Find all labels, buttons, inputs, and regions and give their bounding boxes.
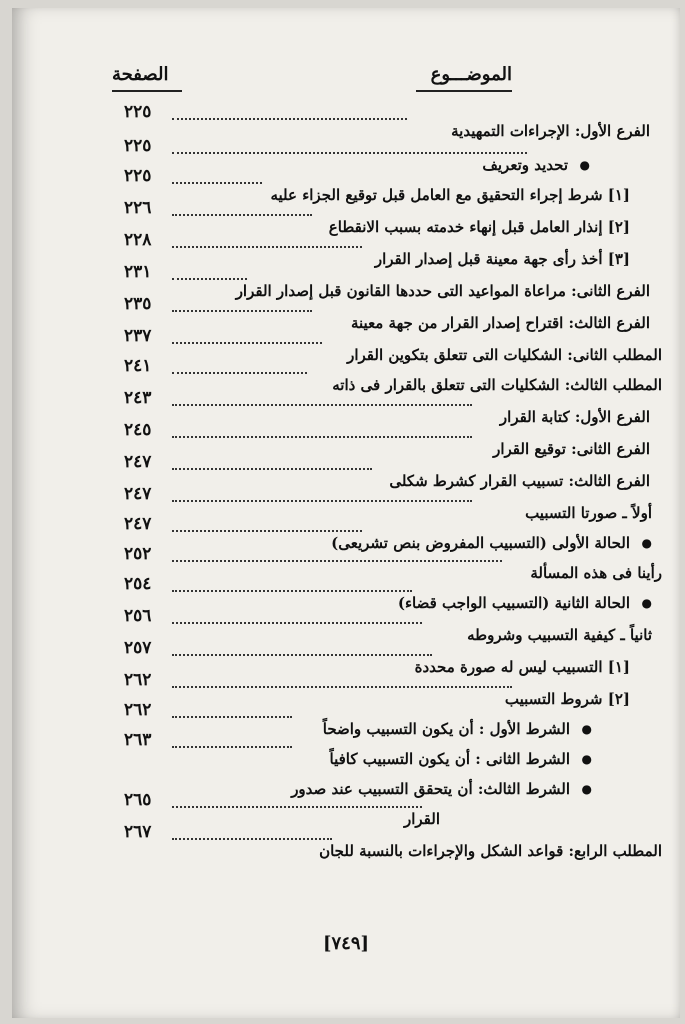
- toc-entry-title: الشرط الثالث: أن يتحقق التسبيب عند صدور: [291, 780, 570, 798]
- dot-leader: [172, 622, 422, 624]
- toc-entry-title: [١] التسبيب ليس له صورة محددة: [414, 658, 630, 676]
- toc-entry: [12, 768, 680, 798]
- dot-leader: [172, 590, 412, 592]
- dot-leader: [172, 716, 292, 718]
- dot-leader: [172, 182, 262, 184]
- toc-page-number: ٢٥٧: [124, 638, 152, 658]
- toc-entry-title: المطلب الرابع: قواعد الشكل والإجراءات بالنسبة للجان: [319, 842, 662, 860]
- bullet-icon: ●: [641, 596, 652, 610]
- toc-entry: [12, 136, 680, 174]
- toc-page-number: ٢٦٥: [124, 790, 152, 810]
- dot-leader: [172, 152, 527, 154]
- toc-page-number: ٢٤١: [124, 356, 152, 376]
- toc-page-number: ٢٥٦: [124, 606, 152, 626]
- dot-leader: [172, 118, 407, 120]
- dot-leader: [172, 530, 362, 532]
- toc-entry: [12, 166, 680, 204]
- bullet-icon: ●: [579, 158, 590, 172]
- toc-page-number: ٢٦٢: [124, 700, 152, 720]
- toc-entry-title: الفرع الثانى: توقيع القرار: [493, 440, 650, 458]
- toc-entry-title: رأينا فى هذه المسألة: [530, 564, 662, 582]
- toc-entry: [12, 452, 680, 490]
- toc-entry-title: الحالة الأولى (التسبيب المفروض بنص تشريعى): [331, 534, 630, 552]
- toc-page-number: ٢٣١: [124, 262, 152, 282]
- toc-entry-title: الشرط الثانى : أن يكون التسبيب كافياً: [329, 750, 570, 768]
- toc-entry-title: [١] شرط إجراء التحقيق مع العامل قبل توقيع الجزاء عليه: [270, 186, 630, 204]
- toc-entry: [12, 638, 680, 676]
- toc-page-number: ٢٤٧: [124, 452, 152, 472]
- toc-entry-title: الفرع الثانى: مراعاة المواعيد التى حددها القانون قبل إصدار القرار: [235, 282, 650, 300]
- subject-column-heading: الموضـــوع: [430, 64, 512, 85]
- dot-leader: [172, 342, 322, 344]
- bullet-icon: ●: [581, 722, 592, 736]
- dot-leader: [172, 468, 372, 470]
- toc-entry: [12, 230, 680, 268]
- toc-page-number: ٢٣٧: [124, 326, 152, 346]
- dot-leader: [172, 686, 512, 688]
- toc-page-number: ٢٢٥: [124, 136, 152, 156]
- toc-entry: [12, 420, 680, 458]
- bullet-icon: ●: [641, 536, 652, 550]
- toc-entry: [12, 262, 680, 300]
- subject-heading-underline: [416, 90, 512, 92]
- toc-entry: [12, 822, 680, 860]
- dot-leader: [172, 310, 312, 312]
- dot-leader: [172, 806, 422, 808]
- toc-page-number: ٢٦٧: [124, 822, 152, 842]
- dot-leader: [172, 214, 312, 216]
- toc-entry: [12, 730, 680, 768]
- toc-entry: [12, 514, 680, 552]
- toc-entry: [12, 574, 680, 612]
- bullet-icon: ●: [581, 782, 592, 796]
- dot-leader: [172, 838, 332, 840]
- dot-leader: [172, 246, 362, 248]
- toc-page-number: ٢٤٣: [124, 388, 152, 408]
- book-page: [12, 8, 680, 1018]
- page-number: [٧٤٩]: [322, 933, 370, 954]
- toc-entry-title: [٢] إنذار العامل قبل إنهاء خدمته بسبب الانقطاع: [328, 218, 630, 236]
- toc-entry: [12, 198, 680, 236]
- page-column-heading: الصفحة: [112, 64, 169, 85]
- toc-entry-title: ثانياً ـ كيفية التسبيب وشروطه: [467, 626, 652, 644]
- dot-leader: [172, 278, 247, 280]
- dot-leader: [172, 654, 432, 656]
- toc-entry: [12, 606, 680, 644]
- toc-entry-title: الفرع الثالث: تسبيب القرار كشرط شكلى: [389, 472, 650, 490]
- toc-entry: [12, 544, 680, 582]
- toc-page-number: ٢٤٥: [124, 420, 152, 440]
- toc-page-number: ٢٥٤: [124, 574, 152, 594]
- toc-entry-title: [٢] شروط التسبيب: [504, 690, 630, 708]
- toc-entry-title: القرار: [403, 810, 440, 828]
- toc-entry-title: المطلب الثالث: الشكليات التى تتعلق بالقرار فى ذاته: [332, 376, 662, 394]
- toc-page-number: ٢٢٥: [124, 166, 152, 186]
- toc-entry: [12, 484, 680, 522]
- toc-page-number: ٢٢٦: [124, 198, 152, 218]
- toc-entry: [12, 388, 680, 426]
- dot-leader: [172, 746, 292, 748]
- dot-leader: [172, 436, 472, 438]
- page-heading-underline: [112, 90, 182, 92]
- dot-leader: [172, 372, 307, 374]
- toc-page-number: ٢٦٣: [124, 730, 152, 750]
- dot-leader: [172, 404, 472, 406]
- toc-page-number: ٢٢٨: [124, 230, 152, 250]
- toc-page-number: ٢٦٢: [124, 670, 152, 690]
- toc-entry: [12, 700, 680, 738]
- toc-page-number: ٢٤٧: [124, 514, 152, 534]
- toc-header: [112, 60, 662, 94]
- toc-page-number: ٢٥٢: [124, 544, 152, 564]
- toc-page-number: ٢٤٧: [124, 484, 152, 504]
- toc-entry: [12, 356, 680, 394]
- dot-leader: [172, 560, 502, 562]
- toc-entry-title: الفرع الأول: كتابة القرار: [499, 408, 650, 426]
- toc-entry-title: [٣] أخذ رأى جهة معينة قبل إصدار القرار: [374, 250, 630, 268]
- toc-entry: [12, 294, 680, 332]
- toc-entry: [12, 326, 680, 364]
- dot-leader: [172, 500, 472, 502]
- toc-entry: [12, 102, 680, 140]
- toc-entry-title: تحديد وتعريف: [482, 156, 568, 174]
- toc-entry-title: الحالة الثانية (التسبيب الواجب قضاء): [397, 594, 630, 612]
- toc-entry-title: أولاً ـ صورتا التسبيب: [525, 504, 652, 522]
- toc-entry-title: الفرع الثالث: اقتراح إصدار القرار من جهة معينة: [350, 314, 650, 332]
- toc-entry-title: المطلب الثانى: الشكليات التى تتعلق بتكوين القرار: [347, 346, 662, 364]
- toc-page-number: ٢٣٥: [124, 294, 152, 314]
- toc-entry: [12, 670, 680, 708]
- toc-entry: [12, 790, 680, 828]
- toc-entry-title: الفرع الأول: الإجراءات التمهيدية: [451, 122, 650, 140]
- toc-page-number: ٢٢٥: [124, 102, 152, 122]
- bullet-icon: ●: [581, 752, 592, 766]
- toc-entry-title: الشرط الأول : أن يكون التسبيب واضحاً: [322, 720, 570, 738]
